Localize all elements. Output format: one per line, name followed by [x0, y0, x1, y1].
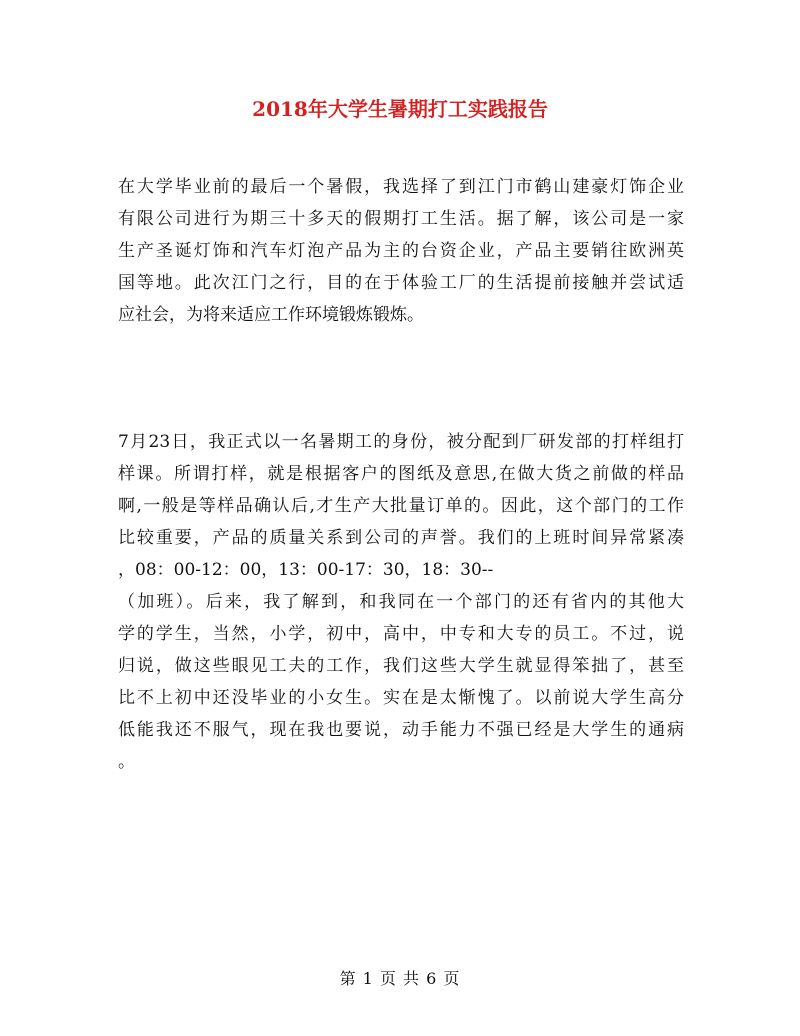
paragraph-line: 低能我还不服气，现在我也要说，动手能力不强已经是大学生的通病 — [118, 720, 684, 740]
paragraph-line: 7月23日，我正式以一名暑期工的身份，被分配到厂研发部的打样组打 — [118, 432, 684, 452]
paragraph-line: 归说，做这些眼见工夫的工作，我们这些大学生就显得笨拙了，甚至 — [118, 656, 684, 676]
paragraph-1 — [118, 171, 684, 331]
paragraph-line: 。 — [118, 752, 135, 772]
paragraph-line: 生产圣诞灯饰和汽车灯泡产品为主的台资企业，产品主要销往欧洲英 — [118, 241, 684, 261]
paragraph-line: 在大学毕业前的最后一个暑假，我选择了到江门市鹤山建豪灯饰企业 — [118, 177, 684, 197]
page-footer: 第 1 页 共 6 页 — [339, 969, 461, 988]
document-title: 2018年大学生暑期打工实践报告 — [252, 97, 548, 121]
paragraph-line: 啊,一般是等样品确认后,才生产大批量订单的。因此，这个部门的工作 — [118, 496, 684, 516]
paragraph-line: 样课。所谓打样，就是根据客户的图纸及意思,在做大货之前做的样品 — [118, 464, 684, 484]
paragraph-2 — [118, 426, 684, 778]
paragraph-line: 比较重要，产品的质量关系到公司的声誉。我们的上班时间异常紧凑 — [118, 528, 684, 548]
paragraph-line: ，08：00-12：00，13：00-17：30，18：30-- — [118, 560, 494, 580]
paragraph-line: （加班）。后来，我了解到，和我同在一个部门的还有省内的其他大 — [118, 592, 684, 612]
paragraph-line: 学的学生，当然，小学，初中，高中，中专和大专的员工。不过，说 — [118, 624, 684, 644]
paragraph-line: 国等地。此次江门之行，目的在于体验工厂的生活提前接触并尝试适 — [118, 273, 684, 293]
paragraph-line: 比不上初中还没毕业的小女生。实在是太惭愧了。以前说大学生高分 — [118, 688, 684, 708]
paragraph-line: 有限公司进行为期三十多天的假期打工生活。据了解，该公司是一家 — [118, 209, 684, 229]
paragraph-line: 应社会，为将来适应工作环境锻炼锻炼。 — [118, 305, 424, 325]
